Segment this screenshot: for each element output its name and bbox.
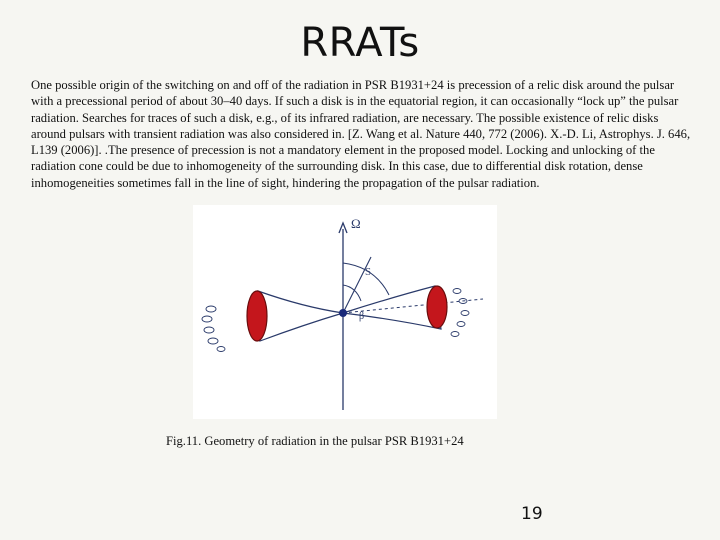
right-cone-outline (343, 286, 441, 329)
body-paragraph: One possible origin of the switching on and off of the radiation in PSR B1931+24 is precession of a relic disk around the pulsar with a precessional period of about 30–40 days. If such a disk is in the equatorial region, it can occasionally “lock up” the pulsar radiation. Searches for traces of such a disk, e.g., of its infrared radiation, are necessary. The possible existence of relic disks around pulsars with transient radiation was also considered in. [Z. Wang et al. Nature 440, 772 (2006). X.-D. Li, Astrophys. J. 646, L139 (2006)]. .The presence of precession is not a mandatory element in the proposed model. Locking and unlocking of the radiation cone could be due to inhomogeneity of the surrounding disk. In this case, due to differential disk rotation, dense inhomogeneities sometimes fall in the line of sight, hindering the propagation of the pulsar radiation. (31, 78, 691, 190)
beta-label: β (359, 311, 365, 322)
figure-caption: Fig.11. Geometry of radiation in the pulsar PSR B1931+24 (166, 434, 464, 448)
angle-arc-inner (343, 285, 361, 301)
left-rotation-marks (202, 306, 225, 352)
pulsar-geometry-figure (193, 205, 497, 419)
slide-title: RRATs (300, 20, 420, 66)
left-cone-outline (258, 291, 343, 341)
pulsar-center (339, 309, 347, 317)
right-cone-beam (427, 286, 447, 328)
page-number: 19 (521, 504, 543, 524)
left-cone-beam (247, 291, 267, 341)
figure-drawing (193, 205, 497, 419)
right-rotation-marks (451, 289, 469, 337)
spin-label: S (365, 266, 372, 278)
omega-label: Ω (351, 216, 361, 231)
